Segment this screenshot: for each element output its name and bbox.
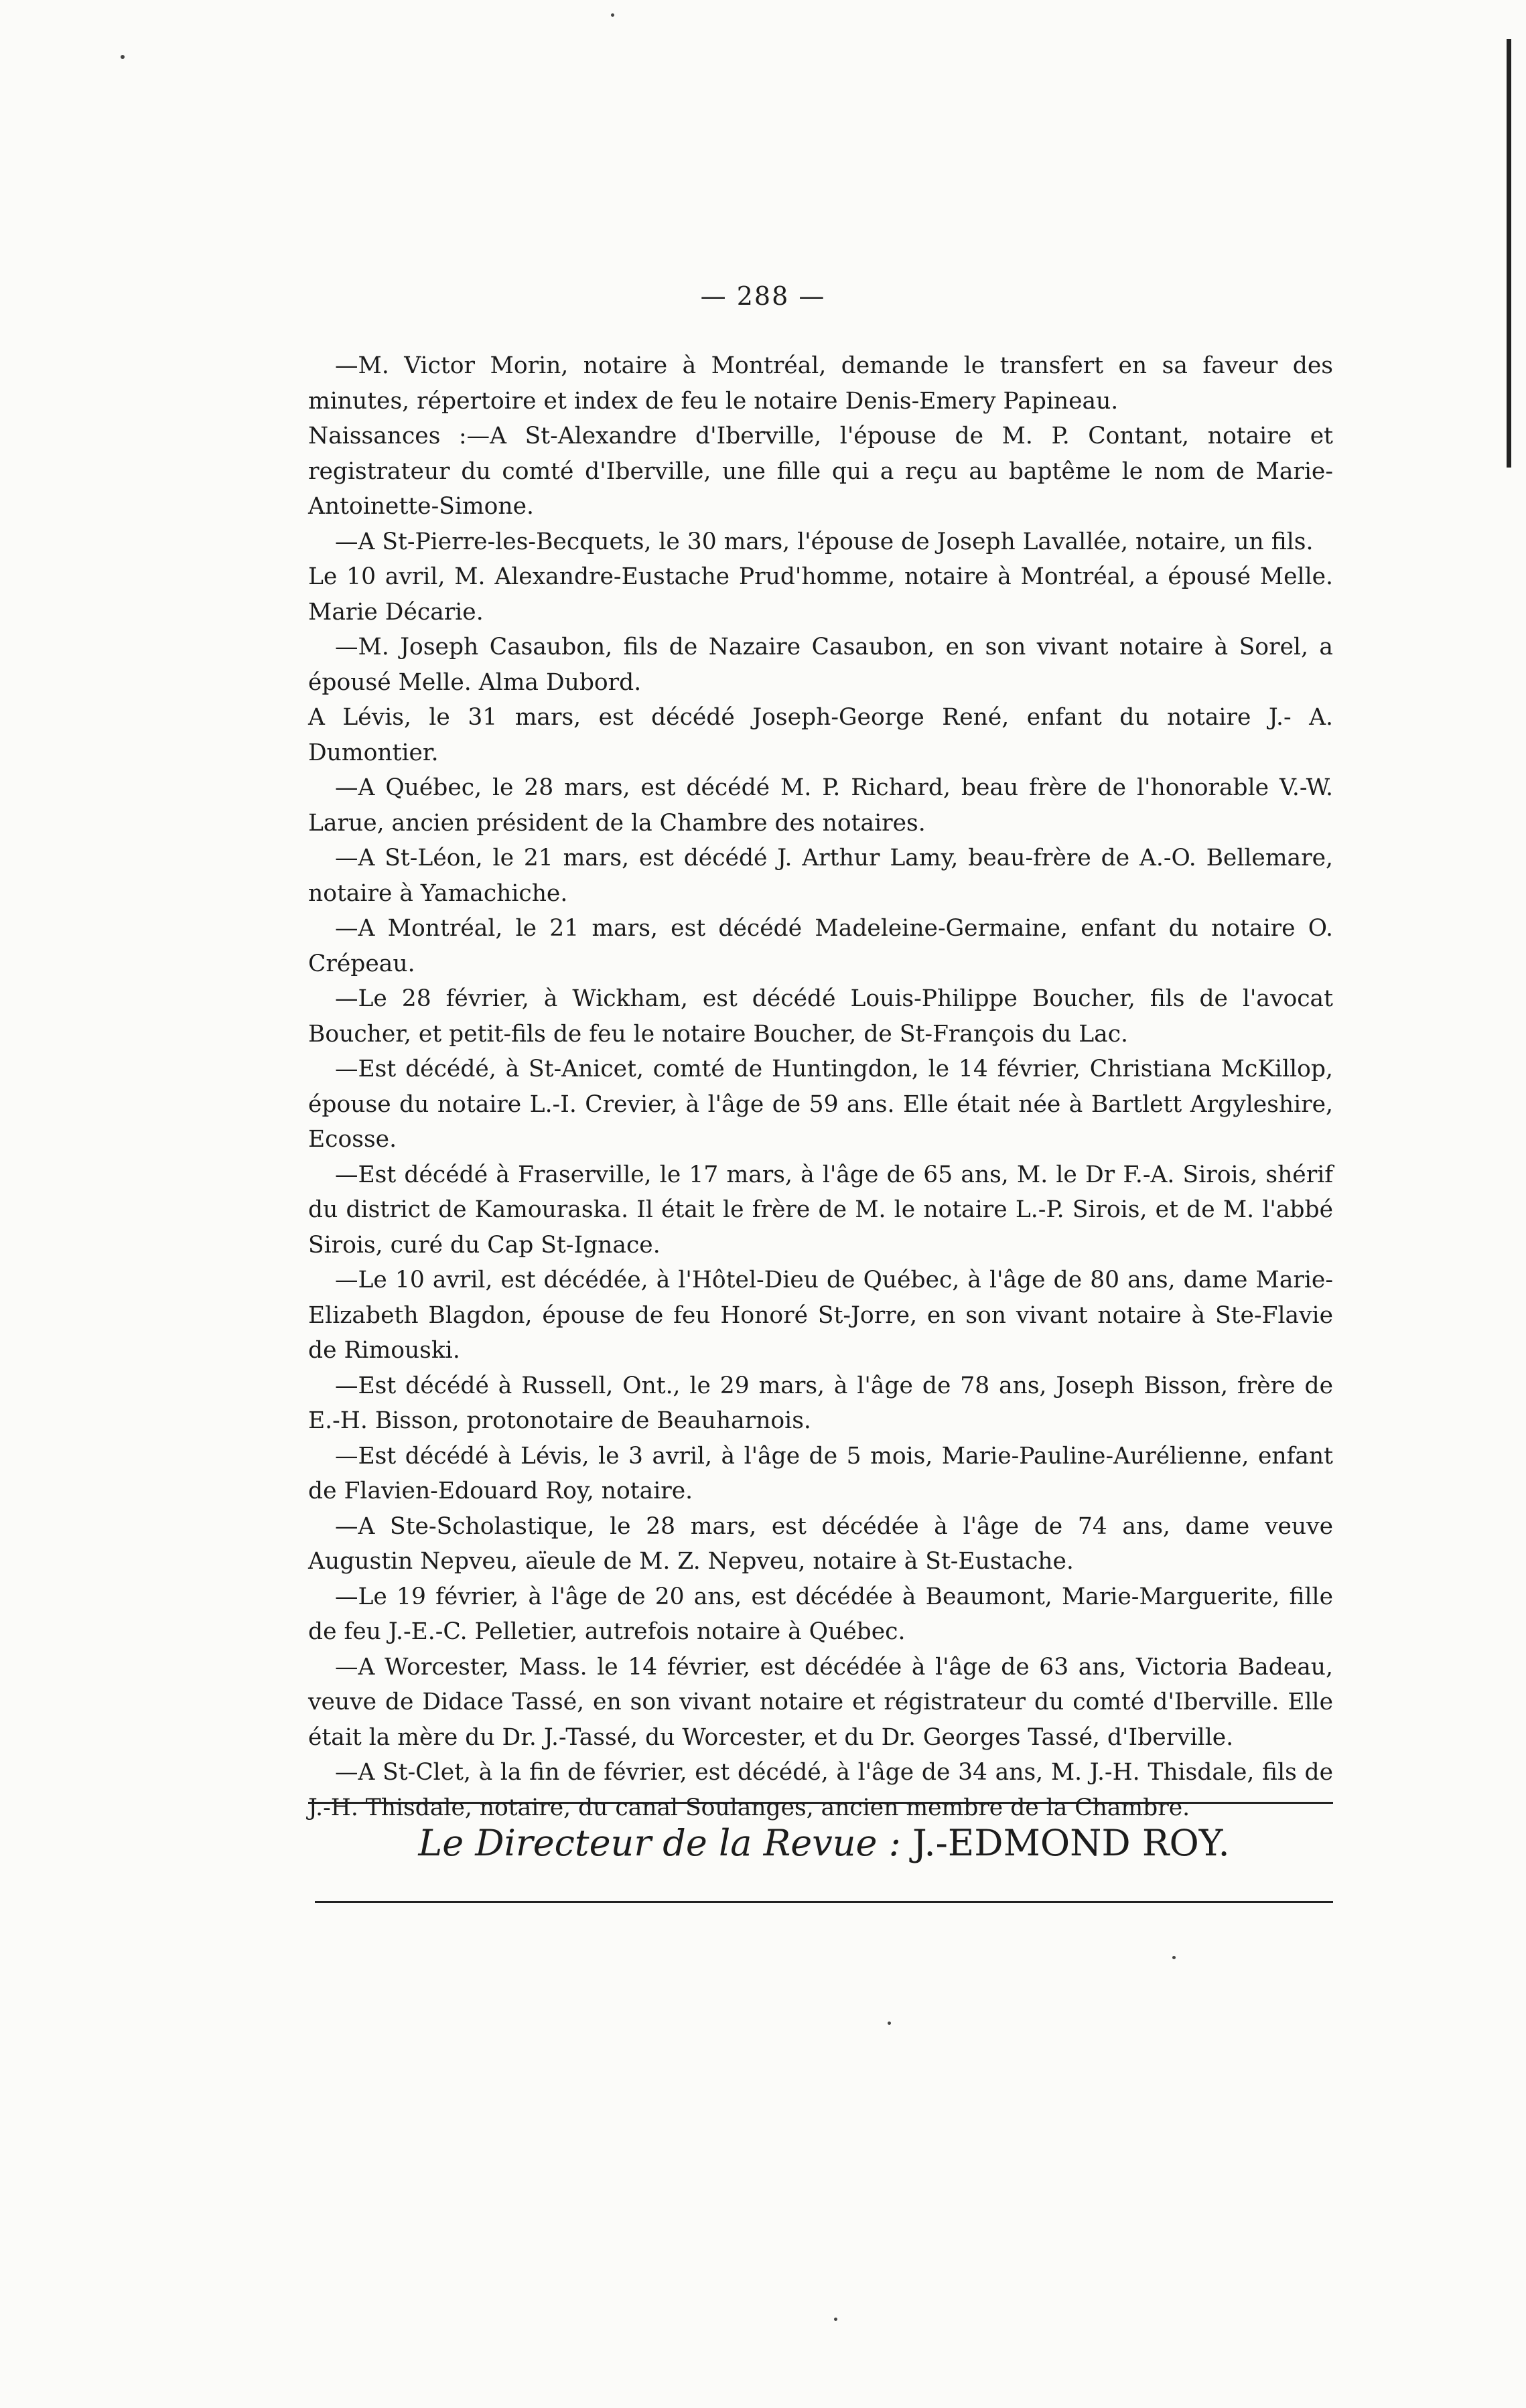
notice-paragraph: —A St-Pierre-les-Becquets, le 30 mars, l'épouse de Joseph Lavallée, notaire, un fils. xyxy=(335,528,1314,555)
notice-paragraph: A Lévis, le 31 mars, est décédé Joseph-George René, enfant du notaire J.- A. Dumontier. xyxy=(308,704,1333,766)
notice-paragraph: —A St-Clet, à la fin de février, est décédé, à l'âge de 34 ans, M. J.-H. Thisdale, fils de J.-H. Thisdale, notaire, du canal Soulanges, ancien membre de la Chambre. xyxy=(308,1759,1333,1821)
closing-rule xyxy=(315,1901,1333,1903)
notice-paragraph: —A Ste-Scholastique, le 28 mars, est décédée à l'âge de 74 ans, dame veuve Augustin Nepveu, aïeule de M. Z. Nepveu, notaire à St-Eustache. xyxy=(308,1512,1333,1575)
scan-speck xyxy=(121,55,125,59)
notices-column xyxy=(308,348,1333,1825)
notice-paragraph: —Est décédé à Russell, Ont., le 29 mars, à l'âge de 78 ans, Joseph Bisson, frère de E.-H. Bisson, protonotaire de Beauharnois. xyxy=(308,1372,1333,1434)
notice-paragraph: —A Montréal, le 21 mars, est décédé Madeleine-Germaine, enfant du notaire O. Crépeau. xyxy=(308,915,1333,977)
notice-paragraph: —M. Joseph Casaubon, fils de Nazaire Casaubon, en son vivant notaire à Sorel, a épousé Melle. Alma Dubord. xyxy=(308,634,1333,696)
scan-speck xyxy=(1172,1956,1176,1959)
notice-paragraph: —Est décédé à Lévis, le 3 avril, à l'âge de 5 mois, Marie-Pauline-Aurélienne, enfant de Flavien-Edouard Roy, notaire. xyxy=(308,1442,1333,1504)
scan-speck xyxy=(611,13,614,17)
page-number: — 288 — xyxy=(700,281,826,311)
scan-speck xyxy=(834,2318,837,2321)
scan-speck xyxy=(888,2022,891,2025)
notice-paragraph: —M. Victor Morin, notaire à Montréal, demande le transfert en sa faveur des minutes, répertoire et index de feu le notaire Denis-Emery Papineau. xyxy=(308,352,1333,415)
notice-paragraph: —A Worcester, Mass. le 14 février, est décédée à l'âge de 63 ans, Victoria Badeau, veuve de Didace Tassé, en son vivant notaire et régistrateur du comté d'Iberville. Elle était la mère du Dr. J.-Tassé, du Worcester, et du Dr. Georges Tassé, d'Iberville. xyxy=(308,1653,1333,1751)
scan-margin-bar xyxy=(1507,39,1511,468)
section-rule xyxy=(308,1802,1333,1804)
signature-line xyxy=(315,1822,1333,1864)
notice-paragraph: —Le 28 février, à Wickham, est décédé Louis-Philippe Boucher, fils de l'avocat Boucher, et petit-fils de feu le notaire Boucher, de St-François du Lac. xyxy=(308,985,1333,1048)
notice-paragraph: —Est décédé, à St-Anicet, comté de Huntingdon, le 14 février, Christiana McKillop, épouse du notaire L.-I. Crevier, à l'âge de 59 ans. Elle était née à Bartlett Argyleshire, Ecosse. xyxy=(308,1056,1333,1153)
notice-paragraph: Le 10 avril, M. Alexandre-Eustache Prud'homme, notaire à Montréal, a épousé Melle. Marie Décarie. xyxy=(308,563,1333,626)
notice-paragraph: —Est décédé à Fraserville, le 17 mars, à l'âge de 65 ans, M. le Dr F.-A. Sirois, shérif du district de Kamouraska. Il était le frère de M. le notaire L.-P. Sirois, et de M. l'abbé Sirois, curé du Cap St-Ignace. xyxy=(308,1161,1333,1259)
notice-paragraph: —A Québec, le 28 mars, est décédé M. P. Richard, beau frère de l'honorable V.-W. Larue, ancien président de la Chambre des notaires. xyxy=(308,774,1333,837)
signature-label: Le Directeur de la Revue : xyxy=(418,1822,901,1864)
notice-paragraph: Naissances :—A St-Alexandre d'Iberville, l'épouse de M. P. Contant, notaire et registrateur du comté d'Iberville, une fille qui a reçu au baptême le nom de Marie-Antoinette-Simone. xyxy=(308,423,1333,520)
notice-paragraph: —A St-Léon, le 21 mars, est décédé J. Arthur Lamy, beau-frère de A.-O. Bellemare, notaire à Yamachiche. xyxy=(308,845,1333,907)
notice-paragraph: —Le 10 avril, est décédée, à l'Hôtel-Dieu de Québec, à l'âge de 80 ans, dame Marie-Elizabeth Blagdon, épouse de feu Honoré St-Jorre, en son vivant notaire à Ste-Flavie de Rimouski. xyxy=(308,1267,1333,1364)
notice-paragraph: —Le 19 février, à l'âge de 20 ans, est décédée à Beaumont, Marie-Marguerite, fille de feu J.-E.-C. Pelletier, autrefois notaire à Québec. xyxy=(308,1583,1333,1645)
signature-name: J.-EDMOND ROY. xyxy=(912,1822,1230,1864)
